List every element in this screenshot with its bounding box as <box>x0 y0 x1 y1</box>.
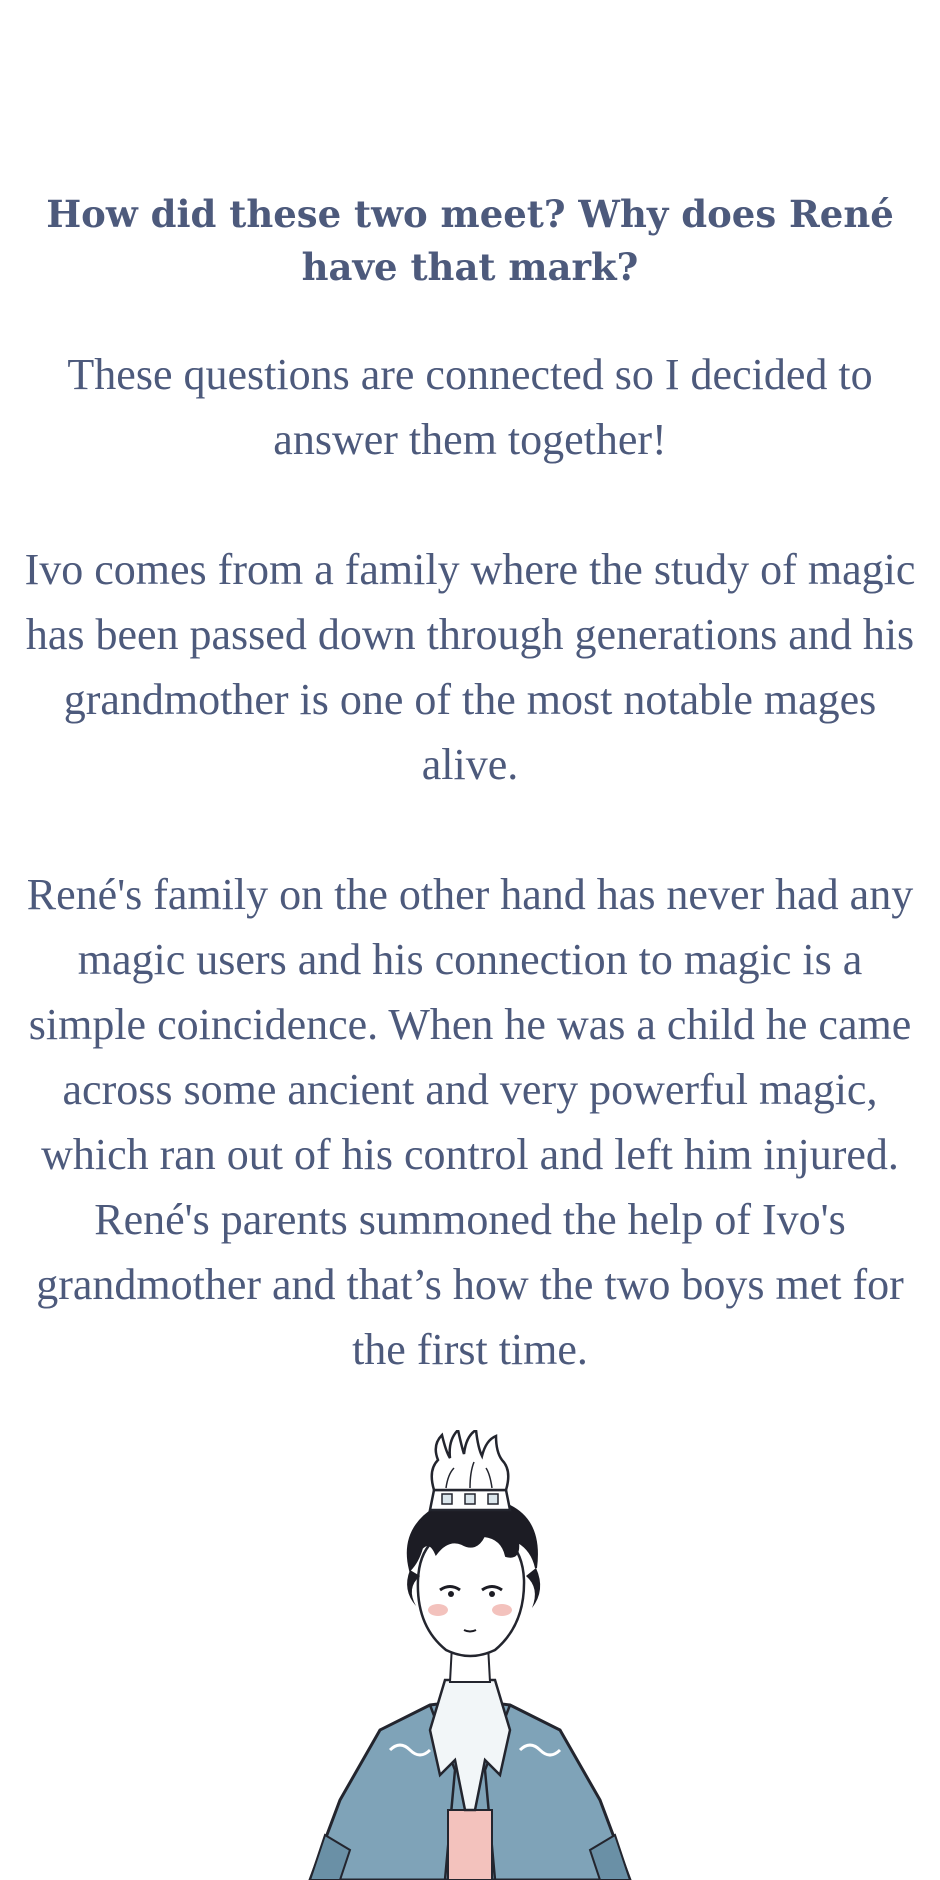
article-body <box>20 342 920 1447</box>
paragraph-rene-family: René's family on the other hand has never had any magic users and his connection to magic is a simple coincidence. When he was a child he came across some ancient and very powerful magic, which ran out of his control and left him injured. René's parents summoned the help of Ivo's grandmother and that’s how the two boys met for the first time. <box>26 870 914 1374</box>
rene-illustration <box>270 1430 670 1880</box>
paragraph-intro: These questions are connected so I decided to answer them together! <box>67 350 873 464</box>
paragraph-ivo-family: Ivo comes from a family where the study of magic has been passed down through generations and his grandmother is one of the most notable mages alive. <box>24 545 916 789</box>
ribbon-shape <box>448 1810 492 1880</box>
article-heading: How did these two meet? Why does René have that mark? <box>46 192 894 289</box>
